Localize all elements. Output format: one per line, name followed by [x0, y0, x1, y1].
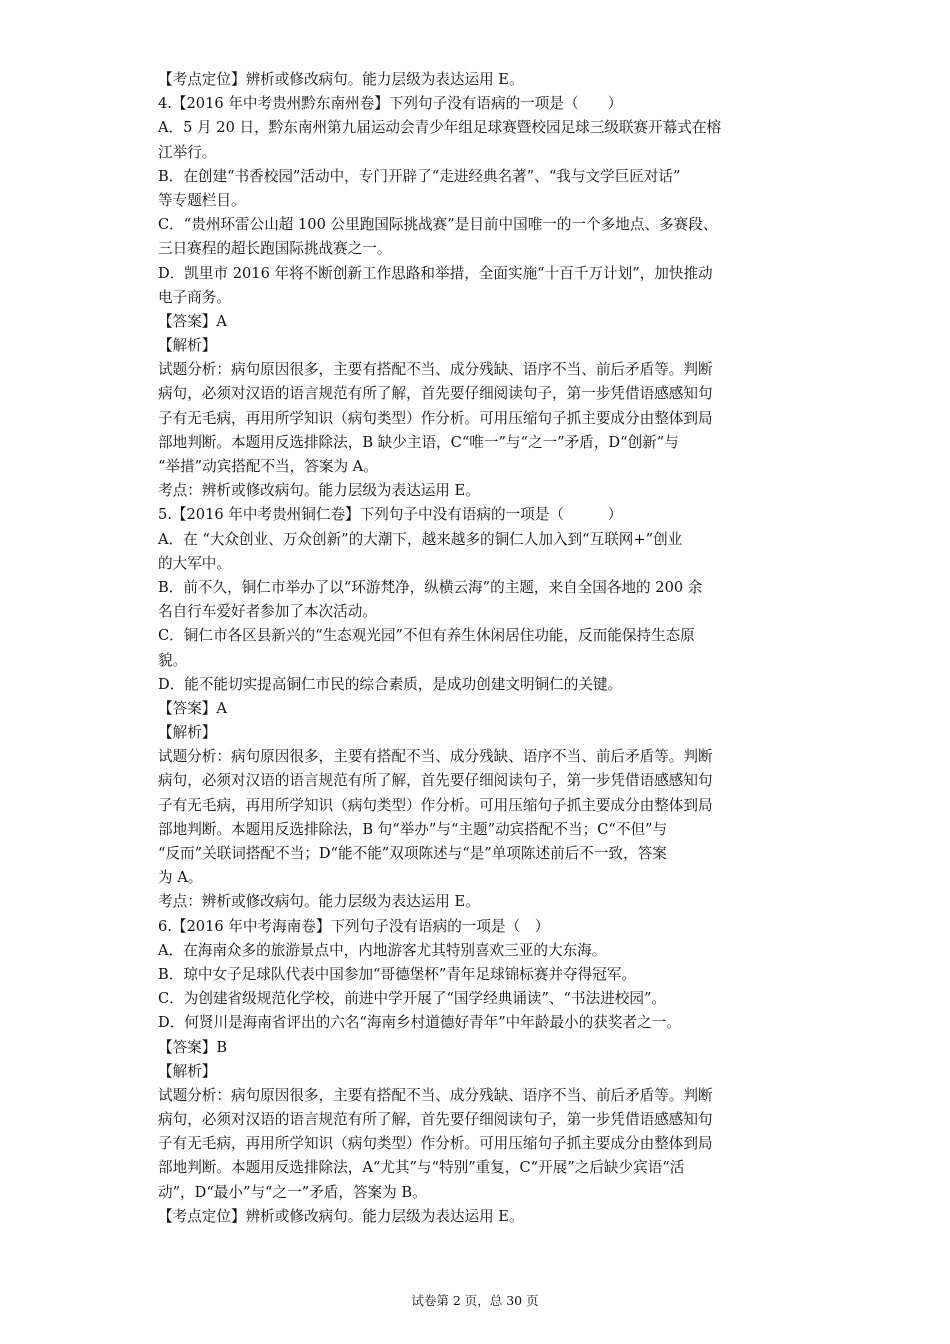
text-line: 6.【2016 年中考海南卷】下列句子没有语病的一项是（ ）: [158, 917, 550, 935]
text-line: C．为创建省级规范化学校，前进中学开展了“国学经典诵读”、“书法进校园”。: [158, 990, 667, 1008]
text-line: 试题分析：病句原因很多，主要有搭配不当、成分残缺、语序不当、前后矛盾等。判断: [158, 1086, 713, 1104]
text-line: 5.【2016 年中考贵州铜仁卷】下列句子中没有语病的一项是（ ）: [158, 506, 623, 524]
text-line: 江举行。: [158, 143, 217, 161]
text-line: 动”，D“最小”与“之一”矛盾，答案为 B。: [158, 1183, 427, 1201]
text-line: 病句，必须对汉语的语言规范有所了解，首先要仔细阅读句子，第一步凭借语感感知句: [158, 772, 713, 790]
text-line: C．铜仁市各区县新兴的“生态观光园”不但有养生休闲居住功能，反而能保持生态原: [158, 627, 695, 645]
text-line: 部地判断。本题用反选排除法，A“尤其”与“特别”重复，C“开展”之后缺少宾语“活: [158, 1159, 685, 1177]
text-line: 4.【2016 年中考贵州黔东南州卷】下列句子没有语病的一项是（ ）: [158, 95, 623, 113]
text-line: 考点：辨析或修改病句。能力层级为表达运用 E。: [158, 893, 480, 911]
text-line: D．凯里市 2016 年将不断创新工作思路和举措，全面实施“十百千万计划”，加快推动: [158, 264, 713, 282]
text-line: 的大军中。: [158, 554, 231, 572]
text-line: 试题分析：病句原因很多，主要有搭配不当、成分残缺、语序不当、前后矛盾等。判断: [158, 748, 713, 766]
text-line: 试题分析：病句原因很多，主要有搭配不当、成分残缺、语序不当、前后矛盾等。判断: [158, 361, 713, 379]
text-line: 貌。: [158, 651, 188, 669]
text-line: 病句，必须对汉语的语言规范有所了解，首先要仔细阅读句子，第一步凭借语感感知句: [158, 385, 713, 403]
text-line: 【答案】B: [158, 1038, 228, 1056]
text-line: 【答案】A: [158, 699, 227, 717]
text-line: B．在创建“书香校园”活动中，专门开辟了“走进经典名著”、“我与文学巨匠对话”: [158, 167, 681, 185]
text-line: “举措”动宾搭配不当，答案为 A。: [158, 458, 378, 475]
text-line: 【解析】: [158, 724, 217, 742]
text-line: D．何贤川是海南省评出的六名“海南乡村道德好青年”中年龄最小的获奖者之一。: [158, 1014, 681, 1032]
text-line: A．在海南众多的旅游景点中，内地游客尤其特别喜欢三亚的大东海。: [158, 941, 607, 959]
text-line: 名自行车爱好者参加了本次活动。: [158, 603, 377, 621]
text-line: A．5 月 20 日，黔东南州第九届运动会青少年组足球赛暨校园足球三级联赛开幕式在榕: [158, 119, 722, 137]
text-line: 电子商务。: [158, 288, 231, 306]
text-line: 为 A。: [158, 869, 203, 887]
text-line: 考点：辨析或修改病句。能力层级为表达运用 E。: [158, 482, 480, 500]
text-line: A．在 “大众创业、万众创新”的大潮下，越来越多的铜仁人加入到“互联网+”创业: [158, 530, 683, 548]
text-line: 【考点定位】辨析或修改病句。能力层级为表达运用 E。: [158, 71, 524, 88]
text-line: 等专题栏目。: [158, 191, 246, 209]
text-line: 病句，必须对汉语的语言规范有所了解，首先要仔细阅读句子，第一步凭借语感感知句: [158, 1111, 713, 1129]
page-footer: 试卷第 2 页，总 30 页: [411, 1293, 539, 1308]
text-line: 【答案】A: [158, 312, 227, 330]
text-line: 子有无毛病，再用所学知识（病句类型）作分析。可用压缩句子抓主要成分由整体到局: [158, 409, 713, 427]
text-line: 三日赛程的超长跑国际挑战赛之一。: [158, 240, 392, 258]
text-line: 部地判断。本题用反选排除法，B 缺少主语，C“唯一”与“之一”矛盾，D“创新”与: [158, 433, 679, 451]
text-line: D．能不能切实提高铜仁市民的综合素质，是成功创建文明铜仁的关键。: [158, 675, 623, 693]
text-line: C．“贵州环雷公山超 100 公里跑国际挑战赛”是目前中国唯一的一个多地点、多赛段、: [158, 216, 718, 234]
text-line: 部地判断。本题用反选排除法，B 句“举办”与“主题”动宾搭配不当；C“不但”与: [158, 820, 668, 838]
text-line: 【考点定位】辨析或修改病句。能力层级为表达运用 E。: [158, 1207, 524, 1225]
page-body: [158, 68, 794, 1229]
text-line: 【解析】: [158, 1062, 217, 1080]
text-line: 【解析】: [158, 337, 217, 355]
text-line: 子有无毛病，再用所学知识（病句类型）作分析。可用压缩句子抓主要成分由整体到局: [158, 1135, 713, 1153]
text-line: “反而”关联词搭配不当；D“能不能”双项陈述与“是”单项陈述前后不一致，答案: [158, 845, 667, 862]
text-line: B．前不久，铜仁市举办了以“环游梵净，纵横云海”的主题，来自全国各地的 200 余: [158, 578, 703, 596]
text-line: 子有无毛病，再用所学知识（病句类型）作分析。可用压缩句子抓主要成分由整体到局: [158, 796, 713, 814]
text-line: B．琼中女子足球队代表中国参加“哥德堡杯”青年足球锦标赛并夺得冠军。: [158, 965, 637, 983]
